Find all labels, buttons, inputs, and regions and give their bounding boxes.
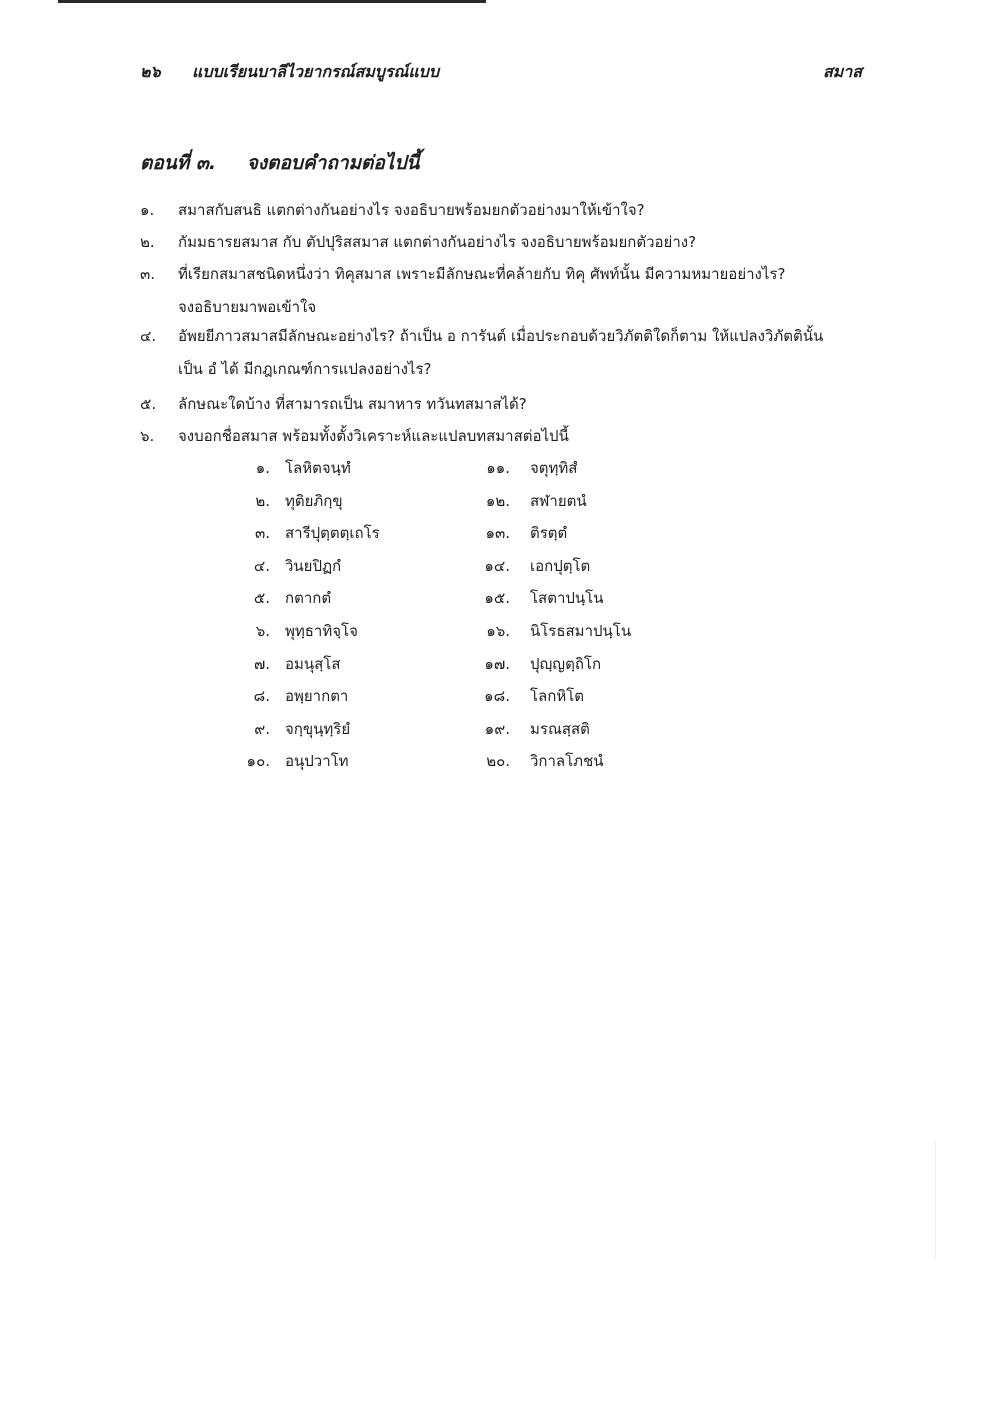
scan-edge-line (935, 1140, 936, 1260)
word-text: โลหิตจนฺทํ (285, 459, 351, 477)
part-heading (140, 148, 419, 178)
word-text: มรณสฺสติ (530, 719, 590, 738)
word-text: วินยปิฏกํ (285, 556, 342, 575)
word-text: จตุทฺทิสํ (530, 459, 578, 477)
word-number: ๘. (253, 687, 270, 706)
word-number: ๑๘. (484, 687, 510, 706)
word-text: ติรตฺตํ (530, 524, 568, 543)
question-text: กัมมธารยสมาส กับ ตัปปุริสสมาส แตกต่างกันอย่างไร จงอธิบายพร้อมยกตัวอย่าง? (178, 233, 697, 251)
section-title: สมาส (822, 62, 862, 81)
word-number: ๒๐. (486, 752, 510, 771)
word-number: ๖. (255, 621, 270, 640)
word-text: โลกหิโต (530, 687, 585, 706)
word-number: ๕. (253, 589, 270, 608)
page-number: ๒๖ (140, 62, 161, 81)
word-text: ทุติยภิกฺขุ (285, 491, 343, 510)
word-number: ๑๙. (484, 719, 510, 738)
word-number: ๗. (253, 654, 270, 673)
word-text: จกฺขุนฺทฺริยํ (285, 719, 351, 738)
word-number: ๒. (255, 491, 270, 510)
word-number: ๑๑. (486, 459, 510, 477)
question-number: ๔. (140, 327, 157, 345)
part-instruction: จงตอบคำถามต่อไปนี้ (246, 152, 420, 174)
question-number: ๕. (140, 395, 157, 413)
part-label: ตอนที่ ๓. (140, 152, 217, 174)
page-header (140, 60, 862, 90)
word-text: สารีปุตฺตตฺเถโร (285, 524, 380, 543)
word-text: พุทฺธาทิจฺโจ (285, 621, 358, 640)
word-number: ๑. (255, 459, 270, 477)
question-text: อัพยยีภาวสมาสมีลักษณะอย่างไร? ถ้าเป็น อ การันต์ เมื่อประกอบด้วยวิภัตติใดก็ตาม ให้แปลงวิภัตตินั้น (178, 327, 824, 345)
question-text: สมาสกับสนธิ แตกต่างกันอย่างไร จงอธิบายพร้อมยกตัวอย่างมาให้เข้าใจ? (178, 201, 645, 219)
word-number: ๑๓. (485, 524, 510, 543)
word-text: เอกปุตฺโต (530, 556, 591, 575)
word-text: อมนุสฺโส (285, 654, 341, 673)
word-number: ๑๔. (484, 556, 510, 575)
word-number: ๑๖. (486, 621, 510, 640)
word-text: ปุญฺญตฺถิโก (530, 654, 602, 673)
word-number: ๑๒. (485, 491, 510, 510)
question-number: ๖. (140, 427, 155, 445)
question-text: จงบอกชื่อสมาส พร้อมทั้งตั้งวิเคราะห์และแปลบทสมาสต่อไปนี้ (178, 427, 569, 445)
question-text: ลักษณะใดบ้าง ที่สามารถเป็น สมาหาร ทวันทสมาสได้? (178, 395, 527, 413)
word-number: ๓. (254, 524, 270, 543)
word-number: ๑๗. (484, 654, 510, 673)
word-number: ๔. (253, 556, 270, 575)
question-number: ๓. (140, 265, 156, 283)
word-number: ๑๐. (246, 752, 270, 771)
word-text: กตากตํ (285, 589, 332, 608)
question-text-continued: เป็น อํ ได้ มีกฎเกณฑ์การแปลงอย่างไร? (178, 360, 432, 378)
question-number: ๒. (140, 233, 155, 251)
word-text: อนุปวาโท (285, 752, 349, 771)
word-text: อพฺยากตา (285, 687, 349, 706)
question-text: ที่เรียกสมาสชนิดหนึ่งว่า ทิคุสมาส เพราะมีลักษณะที่คล้ายกับ ทิคุ ศัพท์นั้น มีความหมายอย่างไร? (178, 265, 786, 283)
word-text: วิกาลโภชนํ (530, 752, 604, 771)
word-number: ๙. (254, 719, 270, 738)
question-text-continued: จงอธิบายมาพอเข้าใจ (178, 298, 317, 316)
question-number: ๑. (140, 201, 155, 219)
scan-border-line (58, 0, 486, 3)
book-title: แบบเรียนบาลีไวยากรณ์สมบูรณ์แบบ (192, 62, 439, 81)
word-text: นิโรธสมาปนฺโน (530, 621, 632, 640)
word-number: ๑๕. (484, 589, 510, 608)
word-text: โสตาปนฺโน (530, 589, 604, 608)
word-text: สฬายตนํ (530, 491, 587, 510)
